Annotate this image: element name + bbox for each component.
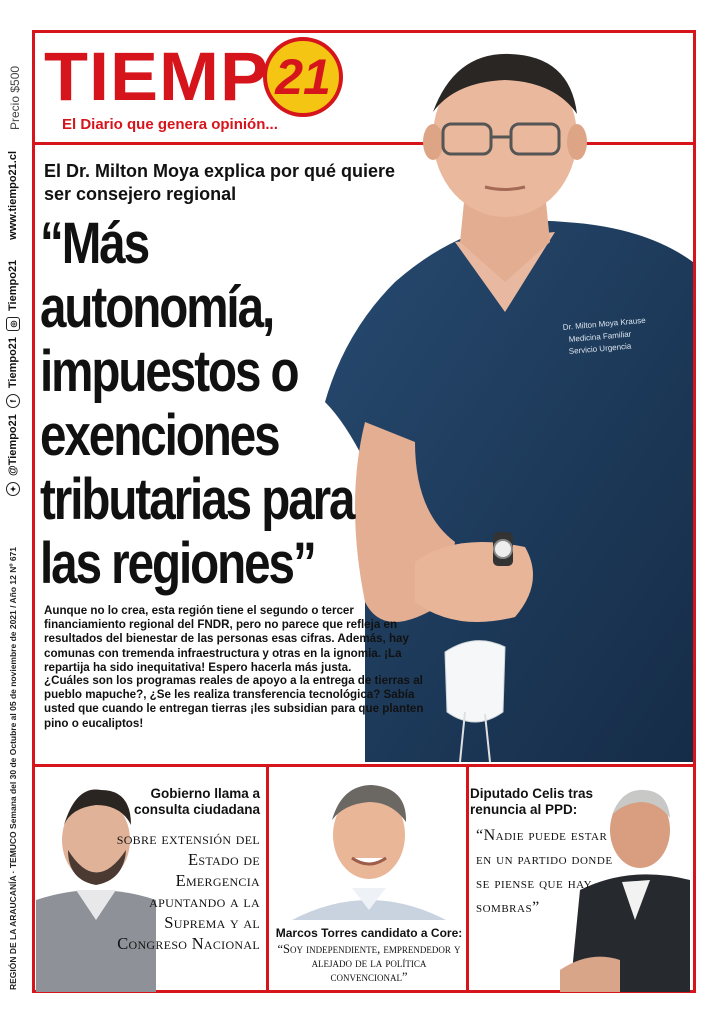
headline-kicker: El Dr. Milton Moya explica por qué quiere ser consejero regional <box>44 161 396 204</box>
price-label: Precio $500 <box>8 65 22 130</box>
facebook-icon: f <box>6 394 20 408</box>
svg-text:Servicio Urgencia: Servicio Urgencia <box>568 341 632 356</box>
column-divider-2 <box>466 764 469 993</box>
edition-info: REGIÓN DE LA ARAUCANÍA · TEMUCO Semana del 30 de Octubre al 05 de noviembre de 2021 / Año 12 Nº 671 <box>8 546 18 990</box>
slogan: El Diario que genera opinión... <box>62 116 278 133</box>
story-2-title[interactable]: Marcos Torres candidato a Core: <box>275 926 463 940</box>
logo-wordmark: TIEMP <box>44 39 270 115</box>
headline[interactable]: “Más autonomía, impuestos o exenciones tributarias para las regiones” <box>40 211 354 596</box>
instagram-handle[interactable]: Tiempo21 <box>7 259 19 311</box>
svg-text:Dr. Milton Moya Krause: Dr. Milton Moya Krause <box>562 315 646 332</box>
story-1-subtitle: sobre extensión del Estado de Emergencia apuntando a la Suprema y al Congreso Nacional <box>116 829 260 953</box>
second-paragraph: ¿Cuáles son los programas reales de apoyo a la entrega de tierras al pueblo mapuche?, ¿Se les realiza transferencia tecnológica? Sabía usted que cuando le entregan tierras ¡les subsidian para que planten pino o eucaliptos! <box>44 674 424 730</box>
svg-text:Medicina Familiar: Medicina Familiar <box>568 329 632 344</box>
instagram-icon: ◎ <box>6 317 20 331</box>
story-2-subtitle: “Soy independiente, emprendedor y alejado de la política convencional” <box>277 942 461 984</box>
social-links <box>6 151 20 496</box>
twitter-handle[interactable]: @Tiempo21 <box>7 414 19 476</box>
story-3-title[interactable]: Diputado Celis tras renuncia al PPD: <box>470 786 594 817</box>
website-link[interactable]: www.tiempo21.cl <box>7 150 19 240</box>
logo[interactable] <box>44 39 343 115</box>
logo-badge: 21 <box>263 37 343 117</box>
facebook-handle[interactable]: Tiempo21 <box>7 336 19 389</box>
story-3-subtitle: “Nadie puede estar en un partido donde se piense que hay sombras” <box>476 827 613 916</box>
bottom-row-divider <box>32 764 696 767</box>
twitter-icon: ✦ <box>6 482 20 496</box>
lead-paragraph: Aunque no lo crea, esta región tiene el segundo o tercer financiamiento regional del FNDR, pero no parece que refleja en resultados del bienestar de las personas esas cifras. Además, hay comunas con tremenda infraestructura y otras en la ignomia. ¡La repartija ha sido inequitativa! Espero hacerla más justa. <box>44 604 409 674</box>
column-divider-1 <box>266 764 269 993</box>
story-2-photo <box>272 770 466 920</box>
story-1-title[interactable]: Gobierno llama a consulta ciudadana <box>133 786 260 817</box>
